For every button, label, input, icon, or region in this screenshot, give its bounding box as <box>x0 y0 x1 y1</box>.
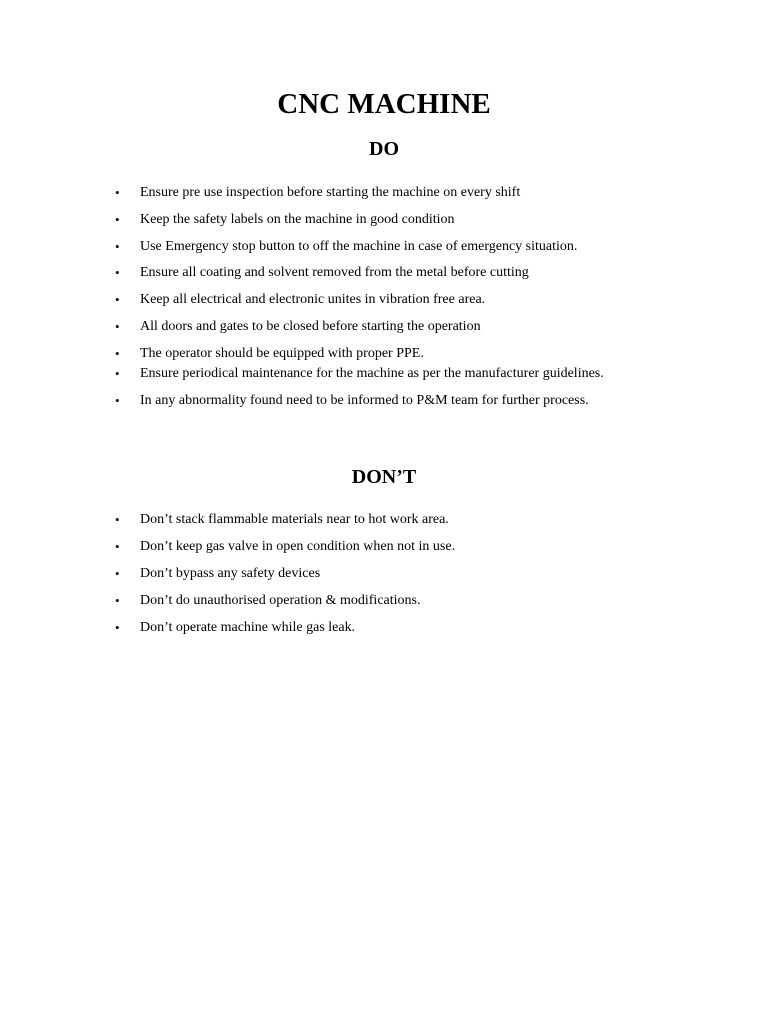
list-item-text: In any abnormality found need to be informed to P&M team for further process. <box>140 393 589 408</box>
list-item-text: Don’t keep gas valve in open condition when not in use. <box>140 539 456 554</box>
list-item-text: Keep all electrical and electronic unites in vibration free area. <box>140 292 486 307</box>
list-item-text: Ensure all coating and solvent removed from the metal before cutting <box>140 265 529 280</box>
list-item-text: The operator should be equipped with proper PPE. <box>140 346 424 361</box>
document-title: CNC MACHINE <box>277 88 491 120</box>
list-item-text: Don’t operate machine while gas leak. <box>140 620 356 635</box>
list-item-text: Ensure periodical maintenance for the machine as per the manufacturer guidelines. <box>140 366 604 381</box>
list-item-text: Use Emergency stop button to off the machine in case of emergency situation. <box>140 239 578 254</box>
bullet-icon: • <box>115 620 120 635</box>
bullet-icon: • <box>115 566 120 581</box>
bullet-icon: • <box>115 319 120 334</box>
bullet-icon: • <box>115 366 120 381</box>
bullet-icon: • <box>115 239 120 254</box>
bullet-icon: • <box>115 539 120 554</box>
list-item-text: Don’t stack flammable materials near to hot work area. <box>140 512 449 527</box>
bullet-icon: • <box>115 185 120 200</box>
list-item-text: Keep the safety labels on the machine in good condition <box>140 212 455 227</box>
bullet-icon: • <box>115 265 120 280</box>
list-item-text: Ensure pre use inspection before starting the machine on every shift <box>140 185 521 200</box>
list-item-text: Don’t bypass any safety devices <box>140 566 321 581</box>
do-heading: DO <box>369 138 399 160</box>
dont-heading: DON’T <box>351 466 417 488</box>
bullet-icon: • <box>115 593 120 608</box>
bullet-icon: • <box>115 346 120 361</box>
bullet-icon: • <box>115 512 120 527</box>
list-item-text: All doors and gates to be closed before starting the operation <box>140 319 481 334</box>
list-item-text: Don’t do unauthorised operation & modifications. <box>140 593 421 608</box>
bullet-icon: • <box>115 292 120 307</box>
bullet-icon: • <box>115 212 120 227</box>
bullet-icon: • <box>115 393 120 408</box>
